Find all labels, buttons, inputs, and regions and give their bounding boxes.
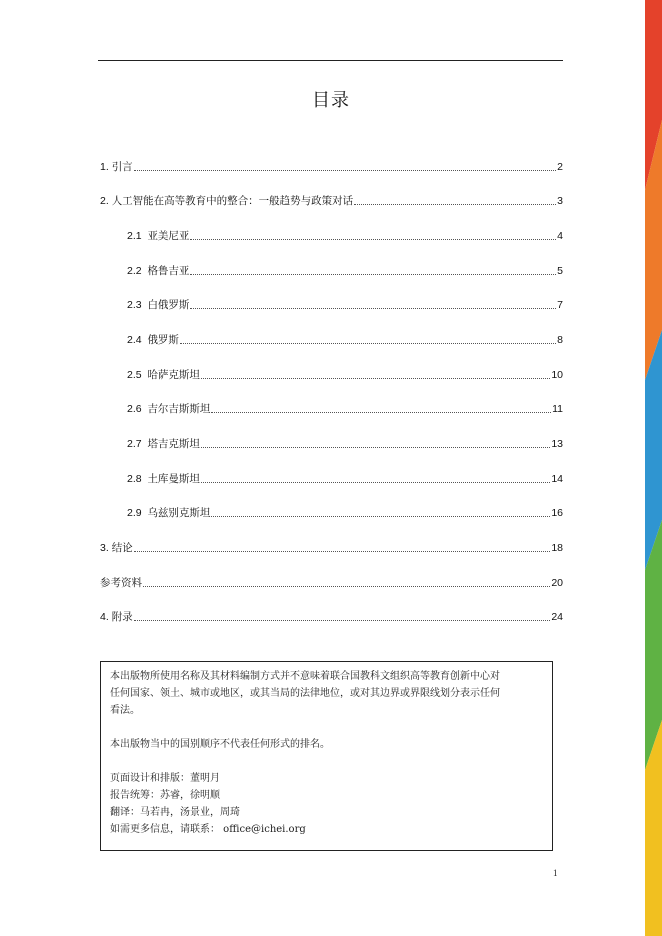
toc-entry-page: 18: [551, 542, 563, 554]
toc-entry-number: 2.9: [127, 507, 148, 519]
toc-entry-page: 5: [557, 265, 563, 277]
toc-entry-label: 哈萨克斯坦: [147, 369, 200, 381]
toc-entry-references[interactable]: [100, 574, 563, 590]
toc-entry-tajikistan[interactable]: [127, 435, 563, 451]
toc-entry-label: 白俄罗斯: [147, 299, 190, 311]
toc-entry-number: 2.6: [127, 403, 148, 415]
coordination-credit: 报告统筹：苏睿，徐明顺: [110, 790, 220, 801]
toc-entry-label: 亚美尼亚: [147, 230, 190, 242]
toc-entry-page: 16: [551, 507, 563, 519]
dot-leader: [190, 274, 556, 275]
toc-entry-label: 引言: [111, 161, 133, 173]
toc-entry-number: 2.3: [127, 299, 148, 311]
toc-entry-label: 结论: [111, 542, 133, 554]
toc-entry-page: 4: [557, 230, 563, 242]
toc-entry-label: 吉尔吉斯斯坦: [147, 403, 211, 415]
dot-leader: [211, 516, 550, 517]
dot-leader: [201, 447, 550, 448]
toc-entry-label: 乌兹别克斯坦: [147, 507, 211, 519]
toc-entry-page: 14: [551, 473, 563, 485]
toc-title: 目录: [312, 90, 350, 110]
disclaimer-text: 看法。: [110, 705, 140, 716]
dot-leader: [134, 620, 551, 621]
toc-entry-page: 10: [551, 369, 563, 381]
dot-leader: [143, 586, 550, 587]
toc-entry-number: 2.5: [127, 369, 148, 381]
dot-leader: [190, 239, 556, 240]
header-rule: [98, 60, 563, 61]
toc-entry-page: 7: [557, 299, 563, 311]
dot-leader: [201, 482, 550, 483]
dot-leader: [134, 170, 556, 171]
toc-entry-label: 土库曼斯坦: [147, 473, 200, 485]
toc-entry-label: 附录: [111, 611, 133, 623]
toc-entry-page: 24: [551, 611, 563, 623]
toc-entry-label: 塔吉克斯坦: [147, 438, 200, 450]
toc-entry-kyrgyzstan[interactable]: [127, 400, 563, 416]
dot-leader: [134, 551, 551, 552]
toc-entry-number: 1.: [100, 161, 112, 173]
design-credit: 页面设计和排版：董明月: [110, 773, 220, 784]
dot-leader: [211, 412, 551, 413]
toc-entry-number: 2.8: [127, 473, 148, 485]
toc-entry-page: 8: [557, 334, 563, 346]
toc-entry-kazakhstan[interactable]: [127, 366, 563, 382]
toc-entry-number: 3.: [100, 542, 112, 554]
toc-entry-label: 人工智能在高等教育中的整合：一般趋势与政策对话: [111, 195, 354, 207]
toc-entry-page: 2: [557, 161, 563, 173]
toc-entry-page: 11: [552, 403, 563, 415]
dot-leader: [201, 378, 550, 379]
contact-info: 如需更多信息，请联系： office@ichei.org: [110, 824, 306, 835]
toc-entry-number: 2.2: [127, 265, 148, 277]
toc-entry-turkmenistan[interactable]: [127, 470, 563, 486]
toc-entry-number: 4.: [100, 611, 112, 623]
dot-leader: [354, 204, 556, 205]
page-number: 1: [553, 868, 558, 878]
toc-entry-ai-integration[interactable]: [100, 192, 563, 208]
toc-entry-number: 2.1: [127, 230, 148, 242]
dot-leader: [190, 308, 556, 309]
toc-entry-belarus[interactable]: [127, 296, 563, 312]
toc-entry-number: 2.7: [127, 438, 148, 450]
spacer: [110, 753, 542, 770]
toc-entry-page: 3: [557, 195, 563, 207]
spacer: [110, 719, 542, 736]
disclaimer-text: 本出版物所使用名称及其材料编制方式并不意味着联合国教科文组织高等教育创新中心对: [110, 671, 500, 682]
toc-entry-introduction[interactable]: [100, 158, 563, 174]
toc-entry-label: 俄罗斯: [147, 334, 179, 346]
toc-entry-label: 参考资料: [100, 577, 142, 589]
toc-entry-uzbekistan[interactable]: [127, 504, 563, 520]
toc-entry-number: 2.: [100, 195, 112, 207]
toc-entry-appendix[interactable]: [100, 608, 563, 624]
order-note: 本出版物当中的国别顺序不代表任何形式的排名。: [110, 739, 330, 750]
toc-entry-label: 格鲁吉亚: [147, 265, 190, 277]
disclaimer-text: 任何国家、领土、城市或地区，或其当局的法律地位，或对其边界或界限线划分表示任何: [110, 688, 500, 699]
publication-notice-box: [100, 661, 553, 851]
toc-entry-georgia[interactable]: [127, 262, 563, 278]
toc-entry-russia[interactable]: [127, 331, 563, 347]
toc-entry-conclusion[interactable]: [100, 539, 563, 555]
toc-entry-armenia[interactable]: [127, 227, 563, 243]
toc-entry-page: 13: [551, 438, 563, 450]
dot-leader: [180, 343, 556, 344]
translation-credit: 翻译：马若冉，汤景业，周琦: [110, 807, 240, 818]
toc-entry-number: 2.4: [127, 334, 148, 346]
toc-entry-page: 20: [551, 577, 563, 589]
